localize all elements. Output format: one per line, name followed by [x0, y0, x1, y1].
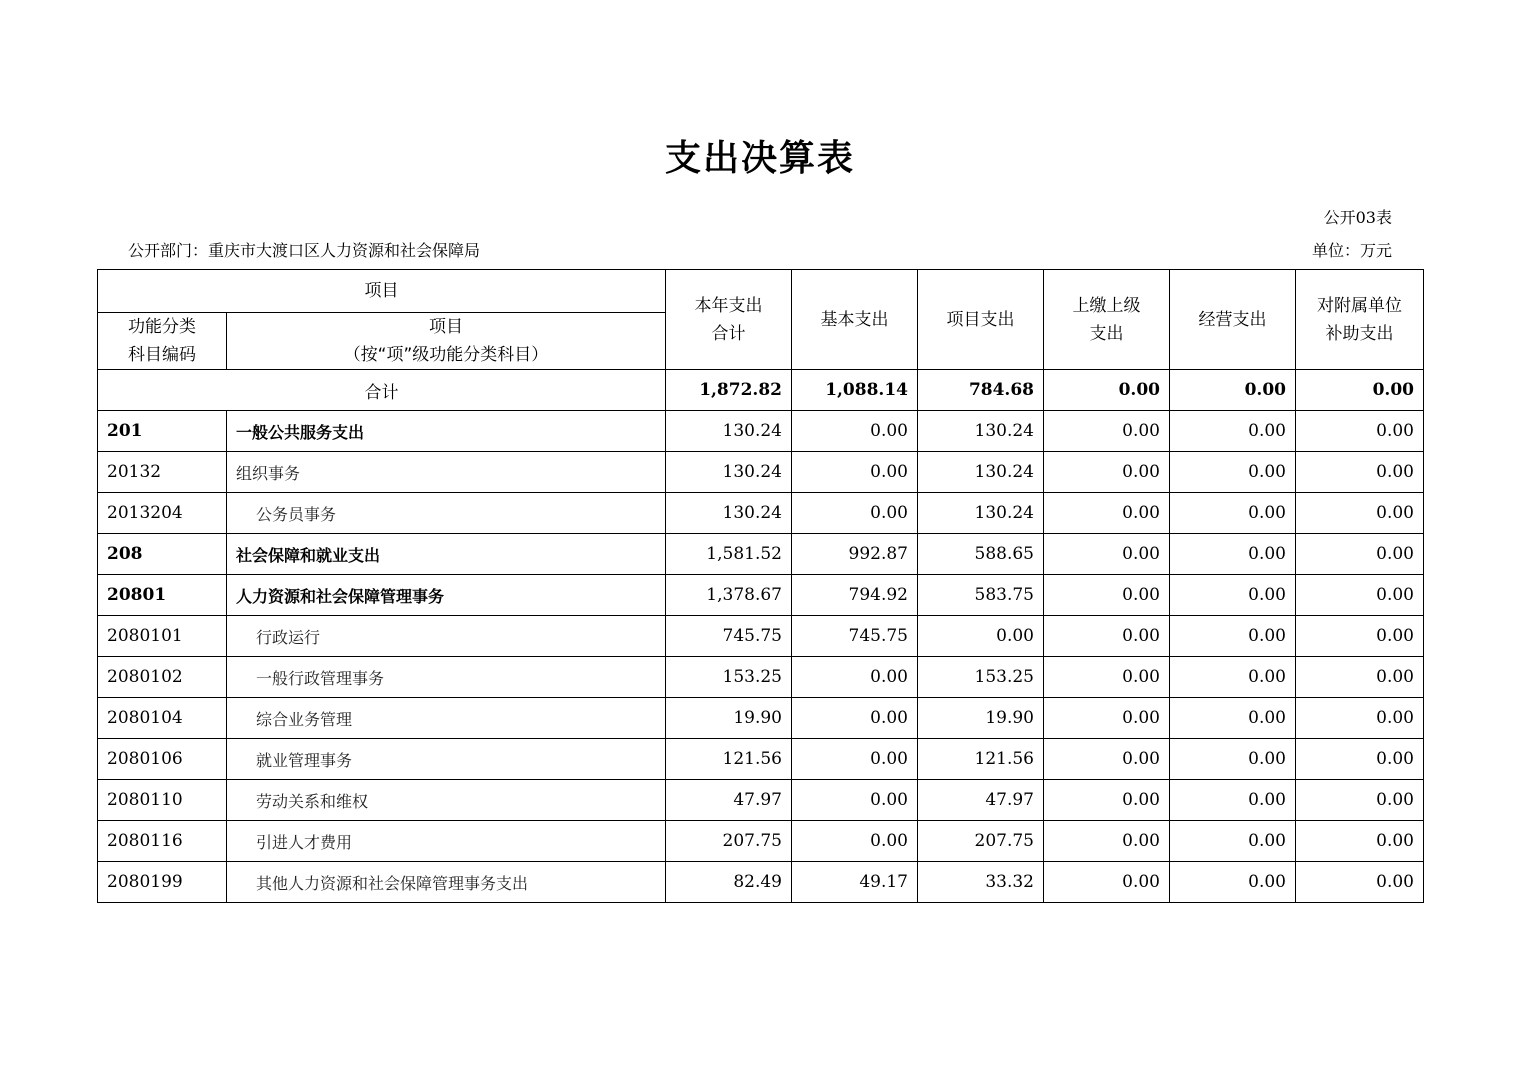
row-subsidy: 0.00 — [1296, 493, 1424, 534]
department-label: 公开部门：重庆市大渡口区人力资源和社会保障局 — [128, 241, 481, 260]
header-name-line2: （按“项”级功能分类科目） — [343, 345, 549, 365]
header-total-line2: 合计 — [711, 323, 746, 344]
row-business: 0.00 — [1170, 616, 1296, 657]
header-project: 项目支出 — [918, 270, 1044, 370]
expenditure-table — [97, 269, 1424, 903]
total-total: 1,872.82 — [666, 370, 792, 411]
row-name: 劳动关系和维权 — [227, 780, 666, 821]
header-project-group: 项目 — [98, 270, 666, 313]
row-code: 2080102 — [98, 657, 227, 698]
row-project: 121.56 — [918, 739, 1044, 780]
header-upper-line1: 上缴上级 — [1072, 295, 1141, 316]
row-name: 社会保障和就业支出 — [227, 534, 666, 575]
total-project: 784.68 — [918, 370, 1044, 411]
row-basic: 0.00 — [792, 780, 918, 821]
table-row — [98, 780, 1424, 821]
total-business: 0.00 — [1170, 370, 1296, 411]
row-name: 人力资源和社会保障管理事务 — [227, 575, 666, 616]
row-total: 1,378.67 — [666, 575, 792, 616]
row-business: 0.00 — [1170, 780, 1296, 821]
total-upper: 0.00 — [1044, 370, 1170, 411]
row-business: 0.00 — [1170, 411, 1296, 452]
row-basic: 0.00 — [792, 698, 918, 739]
row-upper: 0.00 — [1044, 411, 1170, 452]
row-project: 588.65 — [918, 534, 1044, 575]
table-row — [98, 698, 1424, 739]
row-basic: 745.75 — [792, 616, 918, 657]
row-total: 153.25 — [666, 657, 792, 698]
total-basic: 1,088.14 — [792, 370, 918, 411]
row-total: 47.97 — [666, 780, 792, 821]
row-basic: 794.92 — [792, 575, 918, 616]
table-row — [98, 657, 1424, 698]
total-label: 合计 — [98, 370, 666, 411]
row-total: 207.75 — [666, 821, 792, 862]
row-subsidy: 0.00 — [1296, 616, 1424, 657]
row-subsidy: 0.00 — [1296, 452, 1424, 493]
header-code — [98, 313, 227, 370]
total-row — [98, 370, 1424, 411]
row-name: 其他人力资源和社会保障管理事务支出 — [227, 862, 666, 903]
row-code: 201 — [98, 411, 227, 452]
row-project: 19.90 — [918, 698, 1044, 739]
row-subsidy: 0.00 — [1296, 575, 1424, 616]
row-code: 2080106 — [98, 739, 227, 780]
row-code: 208 — [98, 534, 227, 575]
row-basic: 49.17 — [792, 862, 918, 903]
header-name — [227, 313, 666, 370]
row-code: 20132 — [98, 452, 227, 493]
header-total-line1: 本年支出 — [694, 295, 763, 316]
row-basic: 0.00 — [792, 452, 918, 493]
row-basic: 0.00 — [792, 657, 918, 698]
row-name: 一般行政管理事务 — [227, 657, 666, 698]
row-subsidy: 0.00 — [1296, 698, 1424, 739]
row-basic: 0.00 — [792, 739, 918, 780]
table-row — [98, 739, 1424, 780]
row-business: 0.00 — [1170, 739, 1296, 780]
row-code: 20801 — [98, 575, 227, 616]
header-total — [666, 270, 792, 370]
table-row — [98, 534, 1424, 575]
row-code: 2013204 — [98, 493, 227, 534]
row-upper: 0.00 — [1044, 534, 1170, 575]
row-upper: 0.00 — [1044, 698, 1170, 739]
row-total: 121.56 — [666, 739, 792, 780]
row-total: 745.75 — [666, 616, 792, 657]
row-total: 130.24 — [666, 452, 792, 493]
row-name: 综合业务管理 — [227, 698, 666, 739]
row-upper: 0.00 — [1044, 739, 1170, 780]
header-upper — [1044, 270, 1170, 370]
header-code-line2: 科目编码 — [128, 345, 196, 365]
row-upper: 0.00 — [1044, 452, 1170, 493]
row-project: 583.75 — [918, 575, 1044, 616]
row-subsidy: 0.00 — [1296, 862, 1424, 903]
row-subsidy: 0.00 — [1296, 534, 1424, 575]
table-row — [98, 575, 1424, 616]
page-title: 支出决算表 — [664, 138, 855, 179]
row-basic: 0.00 — [792, 821, 918, 862]
row-project: 47.97 — [918, 780, 1044, 821]
table-row — [98, 452, 1424, 493]
header-code-line1: 功能分类 — [128, 317, 196, 337]
row-upper: 0.00 — [1044, 493, 1170, 534]
table-row — [98, 862, 1424, 903]
row-business: 0.00 — [1170, 862, 1296, 903]
row-code: 2080110 — [98, 780, 227, 821]
row-project: 130.24 — [918, 452, 1044, 493]
row-business: 0.00 — [1170, 534, 1296, 575]
row-business: 0.00 — [1170, 575, 1296, 616]
row-business: 0.00 — [1170, 821, 1296, 862]
row-project: 33.32 — [918, 862, 1044, 903]
row-business: 0.00 — [1170, 698, 1296, 739]
row-business: 0.00 — [1170, 493, 1296, 534]
row-basic: 992.87 — [792, 534, 918, 575]
row-project: 0.00 — [918, 616, 1044, 657]
row-name: 引进人才费用 — [227, 821, 666, 862]
row-total: 82.49 — [666, 862, 792, 903]
table-row — [98, 411, 1424, 452]
row-code: 2080104 — [98, 698, 227, 739]
row-code: 2080101 — [98, 616, 227, 657]
header-subsidy-line1: 对附属单位 — [1317, 295, 1402, 316]
row-business: 0.00 — [1170, 452, 1296, 493]
row-upper: 0.00 — [1044, 616, 1170, 657]
table-row — [98, 821, 1424, 862]
row-project: 130.24 — [918, 493, 1044, 534]
row-project: 207.75 — [918, 821, 1044, 862]
row-name: 行政运行 — [227, 616, 666, 657]
unit-label: 单位：万元 — [1311, 241, 1392, 260]
row-upper: 0.00 — [1044, 862, 1170, 903]
row-code: 2080199 — [98, 862, 227, 903]
header-name-line1: 项目 — [429, 317, 463, 337]
row-upper: 0.00 — [1044, 575, 1170, 616]
row-total: 19.90 — [666, 698, 792, 739]
row-total: 130.24 — [666, 411, 792, 452]
header-subsidy-line2: 补助支出 — [1325, 323, 1394, 344]
row-code: 2080116 — [98, 821, 227, 862]
header-subsidy — [1296, 270, 1424, 370]
row-subsidy: 0.00 — [1296, 780, 1424, 821]
row-name: 组织事务 — [227, 452, 666, 493]
row-name: 公务员事务 — [227, 493, 666, 534]
row-upper: 0.00 — [1044, 657, 1170, 698]
row-business: 0.00 — [1170, 657, 1296, 698]
table-row — [98, 616, 1424, 657]
row-project: 153.25 — [918, 657, 1044, 698]
row-total: 1,581.52 — [666, 534, 792, 575]
row-project: 130.24 — [918, 411, 1044, 452]
row-name: 一般公共服务支出 — [227, 411, 666, 452]
row-basic: 0.00 — [792, 411, 918, 452]
row-total: 130.24 — [666, 493, 792, 534]
total-subsidy: 0.00 — [1296, 370, 1424, 411]
row-basic: 0.00 — [792, 493, 918, 534]
row-upper: 0.00 — [1044, 821, 1170, 862]
row-upper: 0.00 — [1044, 780, 1170, 821]
row-subsidy: 0.00 — [1296, 739, 1424, 780]
table-number: 公开03表 — [1323, 208, 1392, 227]
row-subsidy: 0.00 — [1296, 821, 1424, 862]
row-subsidy: 0.00 — [1296, 411, 1424, 452]
row-name: 就业管理事务 — [227, 739, 666, 780]
header-basic: 基本支出 — [792, 270, 918, 370]
header-upper-line2: 支出 — [1089, 323, 1124, 344]
table-row — [98, 493, 1424, 534]
row-subsidy: 0.00 — [1296, 657, 1424, 698]
header-business: 经营支出 — [1170, 270, 1296, 370]
